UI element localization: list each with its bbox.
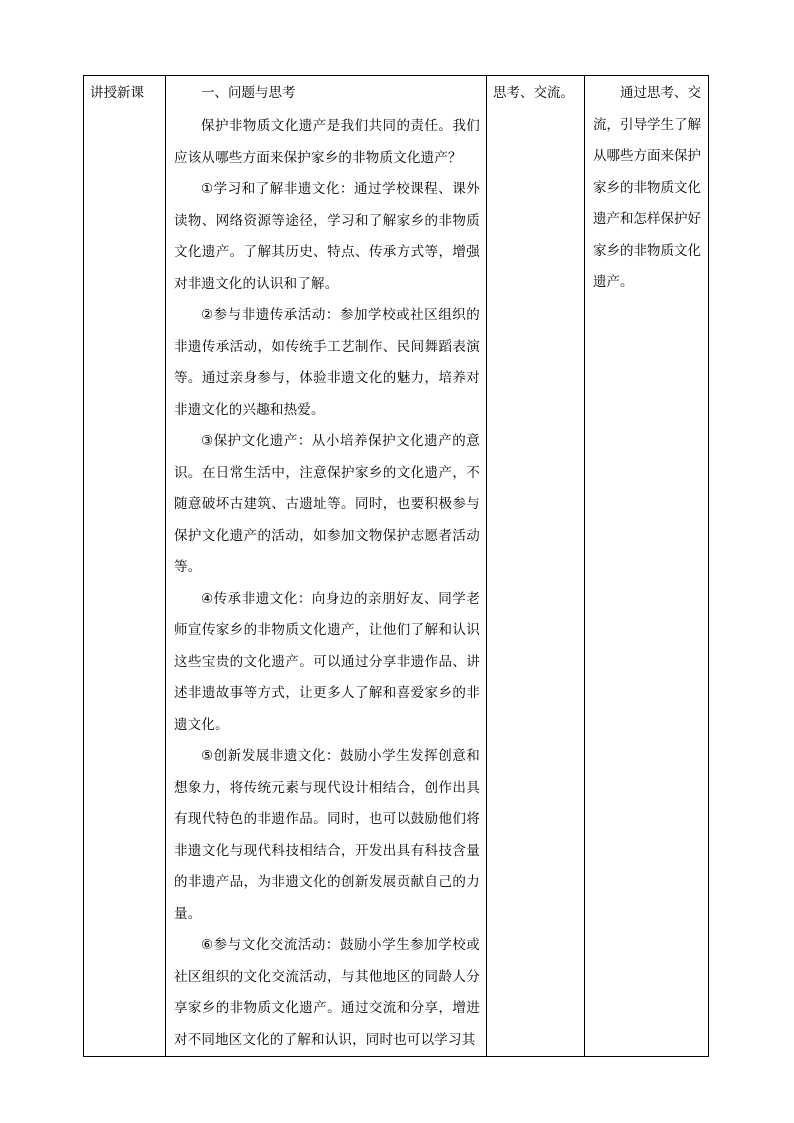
section-heading: 一、问题与思考 [201, 85, 296, 101]
content-paragraph-3: ③保护文化遗产：从小培养保护文化遗产的意识。在日常生活中，注意保护家乡的文化遗产，不随意破坏古建筑、古遗址等。同时，也要积极参与保护文化遗产的活动，如参加文物保护志愿者活动等。 [174, 433, 480, 575]
table-row [84, 76, 709, 1057]
lesson-plan-table [83, 75, 709, 1057]
design-intent-text: 通过思考、交流，引导学生了解从哪些方面来保护家乡的非物质文化遗产和怎样保护好家乡的非物质文化遗产。 [593, 85, 701, 290]
content-paragraph-4: ④传承非遗文化：向身边的亲朋好友、同学老师宣传家乡的非物质文化遗产，让他们了解和认识这些宝贵的文化遗产。可以通过分享非遗作品、讲述非遗故事等方式，让更多人了解和喜爱家乡的非遗文化。 [174, 590, 480, 733]
stage-cell [84, 76, 166, 1057]
student-activity-cell [487, 76, 585, 1057]
student-activity-text: 思考、交流。 [493, 85, 574, 101]
teaching-content-cell [166, 76, 487, 1057]
content-paragraph-6: ⑥参与文化交流活动：鼓励小学生参加学校或社区组织的文化交流活动，与其他地区的同龄人分享家乡的非物质文化遗产。通过交流和分享，增进对不同地区文化的了解和认识，同时也可以学习其 [174, 937, 480, 1048]
content-paragraph-1: ①学习和了解非遗文化：通过学校课程、课外读物、网络资源等途径，学习和了解家乡的非物质文化遗产。了解其历史、特点、传承方式等，增强对非遗文化的认识和了解。 [174, 181, 480, 292]
stage-label: 讲授新课 [90, 85, 144, 101]
content-paragraph-intro: 保护非物质文化遗产是我们共同的责任。我们应该从哪些方面来保护家乡的非物质文化遗产？ [174, 118, 480, 166]
content-paragraph-5: ⑤创新发展非遗文化：鼓励小学生发挥创意和想象力，将传统元素与现代设计相结合，创作出具有现代特色的非遗作品。同时，也可以鼓励他们将非遗文化与现代科技相结合，开发出具有科技含量的非遗产品，为非遗文化的创新发展贡献自己的力量。 [174, 748, 480, 922]
content-paragraph-2: ②参与非遗传承活动：参加学校或社区组织的非遗传承活动，如传统手工艺制作、民间舞蹈表演等。通过亲身参与，体验非遗文化的魅力，培养对非遗文化的兴趣和热爱。 [174, 307, 480, 418]
design-intent-cell [585, 76, 709, 1057]
